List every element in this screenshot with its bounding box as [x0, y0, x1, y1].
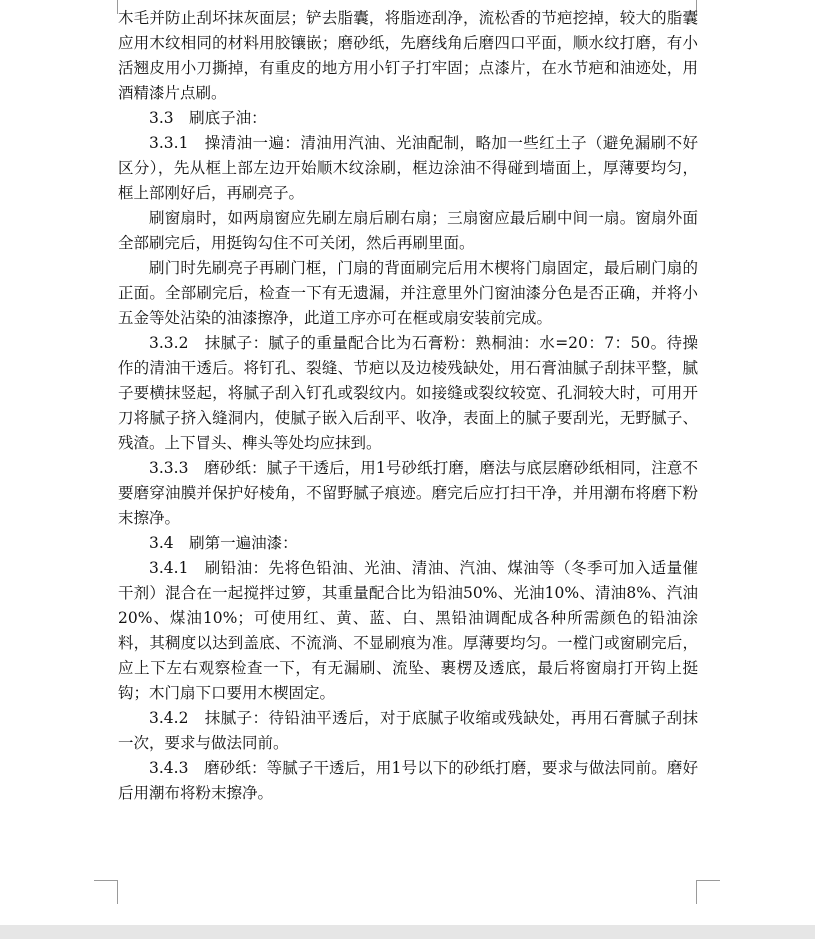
paragraph: 3.4.3 磨砂纸：等腻子干透后，用1号以下的砂纸打磨，要求与做法同前。磨好后用潮布将粉末擦净。	[118, 759, 698, 802]
crop-mark-bottom-right-v	[696, 880, 697, 904]
section-heading-3-4: 3.4 刷第一遍油漆：	[149, 534, 298, 552]
paragraph: 3.3.1 操清油一遍：清油用汽油、光油配制，略加一些红土子（避免漏刷不好区分），先从框上部左边开始顺木纹涂刷，框边涂油不得碰到墙面上，厚薄要均匀，框上部刚好后，再刷亮子。	[118, 134, 698, 202]
crop-mark-bottom-left-h	[94, 880, 118, 881]
section-heading-3-3: 3.3 刷底子油：	[149, 109, 267, 127]
paragraph: 3.4.1 刷铅油：先将色铅油、光油、清油、汽油、煤油等（冬季可加入适量催干剂）混合在一起搅拌过箩，其重量配合比为铅油50%、光油10%、清油8%、汽油20%、煤油10%；可使用红、黄、蓝、白、黑铅油调配成各种所需颜色的铅油涂料，其稠度以达到盖底、不流淌、不显刷痕为准。厚薄要均匀。一樘门或窗刷完后，应上下左右观察检查一下，有无漏刷、流坠、裹楞及透底，最后将窗扇打开钩上挺钩；木门扇下口要用木楔固定。	[118, 559, 698, 702]
paragraph: 3.3.2 抹腻子：腻子的重量配合比为石膏粉：熟桐油：水=20：7：50。待操作的清油干透后。将钉孔、裂缝、节疤以及边棱残缺处，用石膏油腻子刮抹平整，腻子要横抹竖起，将腻子刮入钉孔或裂纹内。如接缝或裂纹较宽、孔洞较大时，可用开刀将腻子挤入缝洞内，使腻子嵌入后刮平、收净，表面上的腻子要刮光，无野腻子、残渣。上下冒头、榫头等处均应抹到。	[118, 334, 698, 452]
paragraph: 刷门时先刷亮子再刷门框，门扇的背面刷完后用木楔将门扇固定，最后刷门扇的正面。全部刷完后，检查一下有无遗漏，并注意里外门窗油漆分色是否正确，并将小五金等处沾染的油漆擦净，此道工序亦可在框或扇安装前完成。	[118, 259, 698, 327]
document-body	[118, 6, 698, 806]
crop-mark-bottom-left-v	[117, 880, 118, 904]
paragraph: 木毛并防止刮坏抹灰面层；铲去脂囊，将脂迹刮净，流松香的节疤挖掉，较大的脂囊应用木纹相同的材料用胶镶嵌；磨砂纸，先磨线角后磨四口平面，顺水纹打磨，有小活翘皮用小刀撕掉，有重皮的地方用小钉子打牢固；点漆片，在水节疤和油迹处，用酒精漆片点刷。	[118, 9, 698, 102]
page-gap	[0, 925, 815, 939]
paragraph: 3.3.3 磨砂纸：腻子干透后，用1号砂纸打磨，磨法与底层磨砂纸相同，注意不要磨穿油膜并保护好棱角，不留野腻子痕迹。磨完后应打扫干净，并用潮布将磨下粉末擦净。	[118, 459, 698, 527]
paragraph: 3.4.2 抹腻子：待铅油平透后，对于底腻子收缩或残缺处，再用石膏腻子刮抹一次，要求与做法同前。	[118, 709, 698, 752]
crop-mark-bottom-right-h	[696, 880, 720, 881]
paragraph: 刷窗扇时，如两扇窗应先刷左扇后刷右扇；三扇窗应最后刷中间一扇。窗扇外面全部刷完后，用挺钩勾住不可关闭，然后再刷里面。	[118, 209, 698, 252]
